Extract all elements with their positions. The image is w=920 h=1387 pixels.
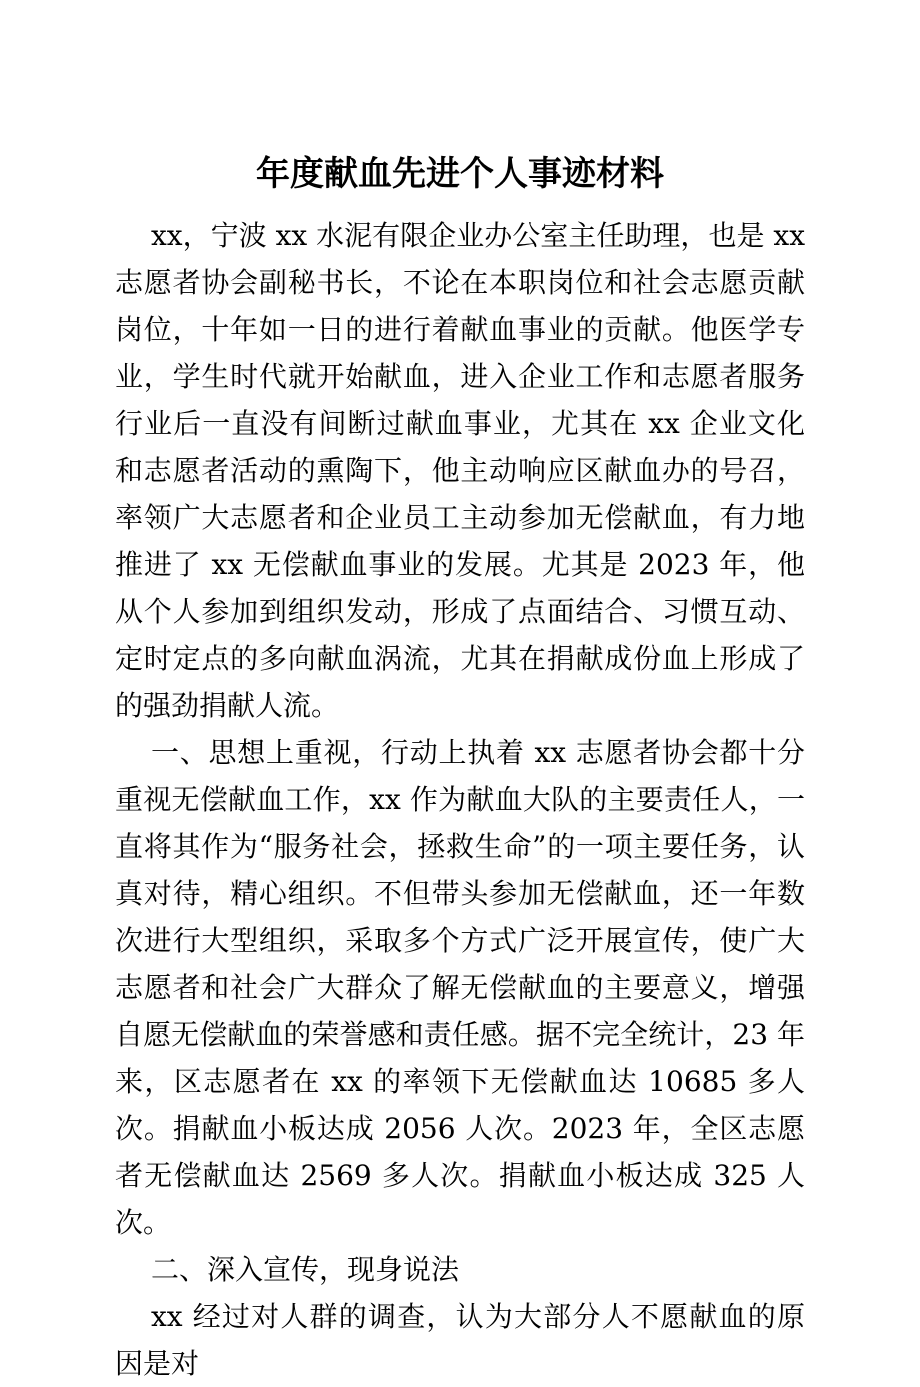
paragraph-intro: xx，宁波 xx 水泥有限企业办公室主任助理，也是 xx 志愿者协会副秘书长，不论在本职岗位和社会志愿贡献岗位，十年如一日的进行着献血事业的贡献。他医学专业，学生时代就开始献血，进入企业工作和志愿者服务行业后一直没有间断过献血事业，尤其在 xx 企业文化和志愿者活动的熏陶下，他主动响应区献血办的号召，率领广大志愿者和企业员工主动参加无偿献血，有力地推进了 xx 无偿献血事业的发展。尤其是 2023 年，他从个人参加到组织发动，形成了点面结合、习惯互动、定时定点的多向献血涡流，尤其在捐献成份血上形成了的强劲捐献人流。 [115,219,805,722]
paragraph-section-1: 一、思想上重视，行动上执着 xx 志愿者协会都十分重视无偿献血工作，xx 作为献血大队的主要责任人，一直将其作为“服务社会，拯救生命”的一项主要任务，认真对待，精心组织。不但带头参加无偿献血，还一年数次进行大型组织，采取多个方式广泛开展宣传，使广大志愿者和社会广大群众了解无偿献血的主要意义，增强自愿无偿献血的荣誉感和责任感。据不完全统计，23 年来，区志愿者在 xx 的率领下无偿献血达 10685 多人次。捐献血小板达成 2056 人次。2023 年，全区志愿者无偿献血达 2569 多人次。捐献血小板达成 325 人次。 [115,736,805,1239]
paragraph-section-2-heading: 二、深入宣传，现身说法 [151,1253,460,1286]
document-title: 年度献血先进个人事迹材料 [256,154,664,194]
paragraph-section-2-body: xx 经过对人群的调查，认为大部分人不愿献血的原因是对 [115,1300,805,1380]
